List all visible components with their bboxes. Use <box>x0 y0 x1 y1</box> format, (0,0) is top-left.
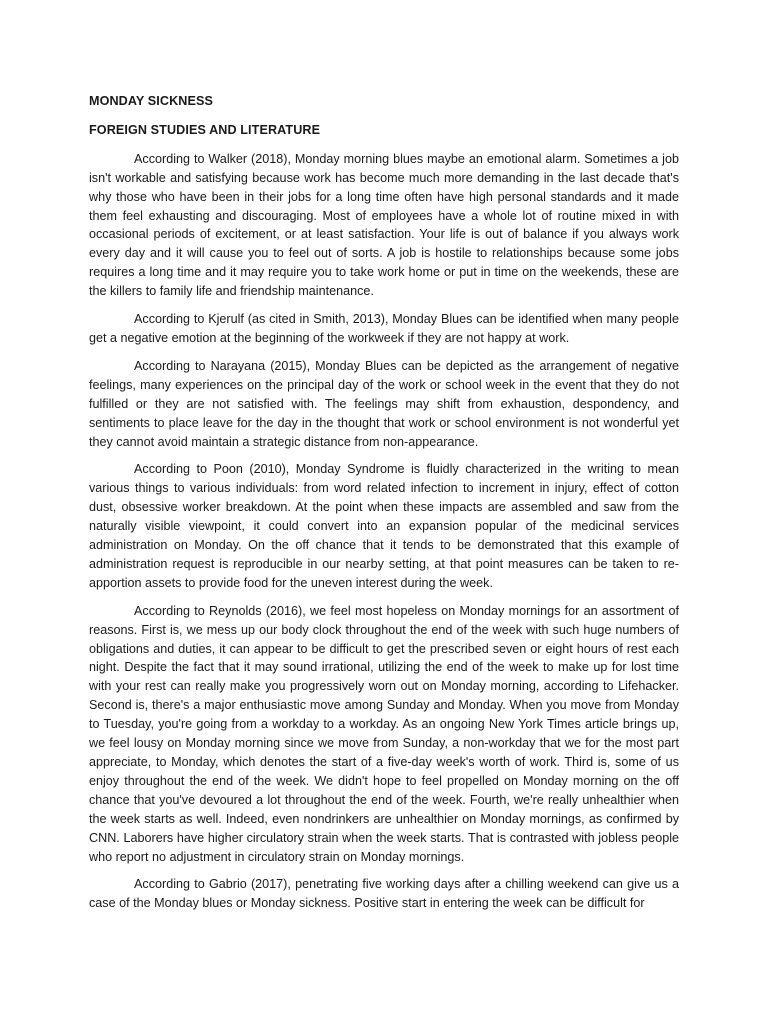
paragraph-reynolds: According to Reynolds (2016), we feel most hopeless on Monday mornings for an assortment of reasons. First is, we mess up our body clock throughout the end of the week with such huge numbers of obligations and duties, it can appear to be difficult to get the prescribed seven or eight hours of rest each night. Despite the fact that it may sound irrational, utilizing the end of the week to make up for lost time with your rest can really make you progressively worn out on Monday morning, according to Lifehacker. Second is, there's a major enthusiastic move among Sunday and Monday. When you move from Monday to Tuesday, you're going from a workday to a workday. As an ongoing New York Times article brings up, we feel lousy on Monday morning since we move from Sunday, a non-workday that we for the most part appreciate, to Monday, which denotes the start of a five-day week's worth of work. Third is, some of us enjoy throughout the end of the week. We didn't hope to feel propelled on Monday morning on the off chance that you've devoured a lot throughout the end of the week. Fourth, we're really unhealthier when the week starts as well. Indeed, even nondrinkers are unhealthier on Monday mornings, as confirmed by CNN. Laborers have higher circulatory strain when the week starts. That is contrasted with jobless people who report no adjustment in circulatory strain on Monday mornings. <box>89 603 679 864</box>
paragraph-narayana: According to Narayana (2015), Monday Blues can be depicted as the arrangement of negative feelings, many experiences on the principal day of the work or school week in the event that they do not fulfilled or they are not satisfied with. The feelings may shift from exhaustion, despondency, and sentiments to place leave for the day in the thought that work or school environment is not wonderful yet they cannot avoid maintain a strategic distance from non-appearance. <box>89 358 679 449</box>
paragraph-walker: According to Walker (2018), Monday morning blues maybe an emotional alarm. Sometimes a job isn't workable and satisfying because work has become much more demanding in the last decade that's why those who have been in their jobs for a long time often have high personal standards and it made them feel exhausting and discouraging. Most of employees have a whole lot of routine mixed in with occasional periods of excitement, or at least satisfaction. Your life is out of balance if you always work every day and it will cause you to feel out of sorts. A job is hostile to relationships because some jobs requires a long time and it may require you to take work home or put in time on the weekends, these are the killers to family life and friendship maintenance. <box>89 151 679 299</box>
document-body <box>89 92 679 922</box>
paragraph-kjerulf: According to Kjerulf (as cited in Smith, 2013), Monday Blues can be identified when many people get a negative emotion at the beginning of the workweek if they are not happy at work. <box>89 312 679 345</box>
document-title: MONDAY SICKNESS <box>89 94 213 108</box>
section-heading: FOREIGN STUDIES AND LITERATURE <box>89 122 321 137</box>
paragraph-gabrio: According to Gabrio (2017), penetrating five working days after a chilling weekend can give us a case of the Monday blues or Monday sickness. Positive start in entering the week can be difficult for <box>89 877 679 911</box>
paragraph-poon: According to Poon (2010), Monday Syndrome is fluidly characterized in the writing to mean various things to various individuals: from word related infection to increment in injury, effect of cotton dust, obsessive worker breakdown. At the point when these impacts are assembled and saw from the naturally visible viewpoint, it could convert into an expansion popular of the medicinal services administration on Monday. On the off chance that it tends to be demonstrated that this example of administration request is reproducible in our nearby setting, at that point measures can be taken to re-apportion assets to provide food for the uneven interest during the week. <box>89 462 679 590</box>
